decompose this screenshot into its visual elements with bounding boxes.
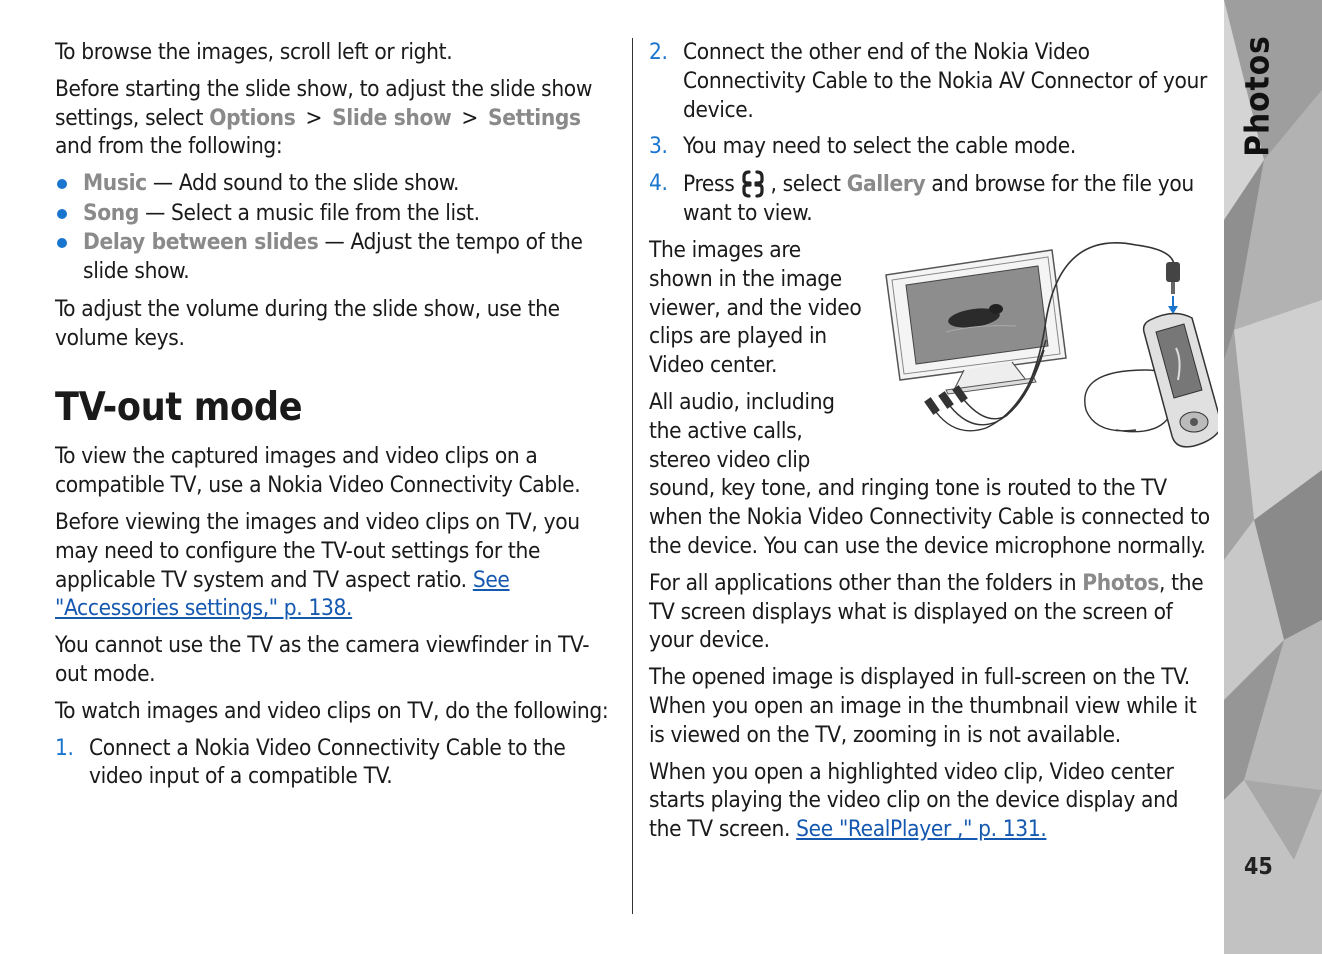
gallery-term: Gallery <box>846 171 926 198</box>
option-term: Delay between slides <box>83 229 319 255</box>
accessories-settings-link[interactable]: See "Accessories settings," p. 138. <box>55 566 510 622</box>
fullscreen-paragraph: The opened image is displayed in full-screen on the TV. When you open an image in the thumbnail view while it is viewed on the TV, zooming in is not available. <box>649 664 1197 748</box>
list-item <box>55 228 620 287</box>
option-term: Music <box>83 170 147 197</box>
steps-list-left <box>55 734 620 792</box>
step-text: Connect the other end of the Nokia Video Connectivity Cable to the Nokia AV Connector of your device. <box>683 39 1207 123</box>
av-jack-icon <box>1166 262 1180 314</box>
realplayer-link[interactable]: See "RealPlayer ," p. 131. <box>796 816 1047 843</box>
option-term: Song <box>83 199 139 226</box>
step-press-text: Press <box>683 171 735 198</box>
applications-text: For all applications other than the folders in <box>649 569 1077 596</box>
list-item <box>649 38 1214 124</box>
phone-icon <box>1144 313 1218 446</box>
step-number: 4. <box>649 170 668 197</box>
step-number: 3. <box>649 133 668 160</box>
viewfinder-paragraph: You cannot use the TV as the camera viewfinder in TV-out mode. <box>55 632 590 687</box>
list-item <box>55 734 620 792</box>
step-select-text: , select <box>770 171 841 198</box>
options-menu-term: Options <box>209 104 296 131</box>
list-item <box>649 169 1214 228</box>
video-clip-paragraph <box>649 758 1214 844</box>
browse-paragraph: To browse the images, scroll left or right. <box>55 39 453 65</box>
applications-paragraph <box>649 569 1214 655</box>
tv-settings-text: Before viewing the images and video clips on TV, you may need to configure the TV-out settings for the applicable TV system and TV aspect ratio. <box>55 509 580 593</box>
right-column <box>649 38 1214 852</box>
column-divider <box>632 38 633 914</box>
path-separator: > <box>305 104 323 131</box>
applications-after-text: , the TV screen displays what is displayed on the screen of your device. <box>649 569 1204 654</box>
step-number: 2. <box>649 39 668 65</box>
slideshow-options-list <box>55 169 620 287</box>
list-item <box>55 199 620 228</box>
bullet-dot-icon <box>57 238 67 248</box>
photos-term: Photos <box>1082 569 1159 596</box>
viewer-paragraph: The images are shown in the image viewer, and the video clips are played in Video center. <box>649 236 862 379</box>
tv-icon <box>886 250 1066 394</box>
volume-paragraph: To adjust the volume during the slide show, use the volume keys. <box>55 295 560 351</box>
option-description: — Select a music file from the list. <box>145 199 480 226</box>
option-description: — Adjust the tempo of the slide show. <box>83 229 583 285</box>
illustration-svg <box>876 240 1218 450</box>
list-item <box>55 169 620 198</box>
list-item <box>649 132 1214 161</box>
settings-intro-text: Before starting the slide show, to adjust the slide show settings, select <box>55 75 593 131</box>
left-column <box>55 38 620 799</box>
slideshow-menu-term: Slide show <box>332 104 452 131</box>
settings-menu-term: Settings <box>488 104 581 131</box>
section-title: Photos <box>1237 35 1277 157</box>
tv-phone-cable-illustration <box>876 240 1218 450</box>
tv-intro-paragraph: To view the captured images and video clips on a compatible TV, use a Nokia Video Connectivity Cable. <box>55 443 581 499</box>
steps-list-right <box>649 38 1214 228</box>
watch-intro-paragraph: To watch images and video clips on TV, do the following: <box>55 697 609 724</box>
section-title-vertical <box>1222 35 1292 157</box>
path-separator: > <box>461 104 478 131</box>
settings-after-text: and from the following: <box>55 133 283 160</box>
bullet-dot-icon <box>57 179 67 189</box>
bullet-dot-icon <box>57 209 67 219</box>
section-heading: TV-out mode <box>55 385 303 431</box>
step-end-text: and browse for the file you want to view. <box>683 171 1194 227</box>
gallery-menu-key-icon <box>740 169 766 199</box>
slideshow-settings-paragraph <box>55 75 620 161</box>
option-description: — Add sound to the slide show. <box>152 170 460 197</box>
video-clip-text: When you open a highlighted video clip, Video center starts playing the video clip on the device display and the TV screen. <box>649 758 1179 843</box>
step-text: Connect a Nokia Video Connectivity Cable to the video input of a compatible TV. <box>89 734 566 790</box>
page-number: 45 <box>1244 854 1273 880</box>
audio-paragraph: All audio, including the active calls, stereo video clip sound, key tone, and ringing tone is routed to the TV when the Nokia Video Connectivity Cable is connected to the device. You can use the device microphone normally. <box>649 388 1210 559</box>
tv-settings-paragraph <box>55 508 620 623</box>
step-number: 1. <box>55 734 74 761</box>
step-text: You may need to select the cable mode. <box>683 133 1076 160</box>
